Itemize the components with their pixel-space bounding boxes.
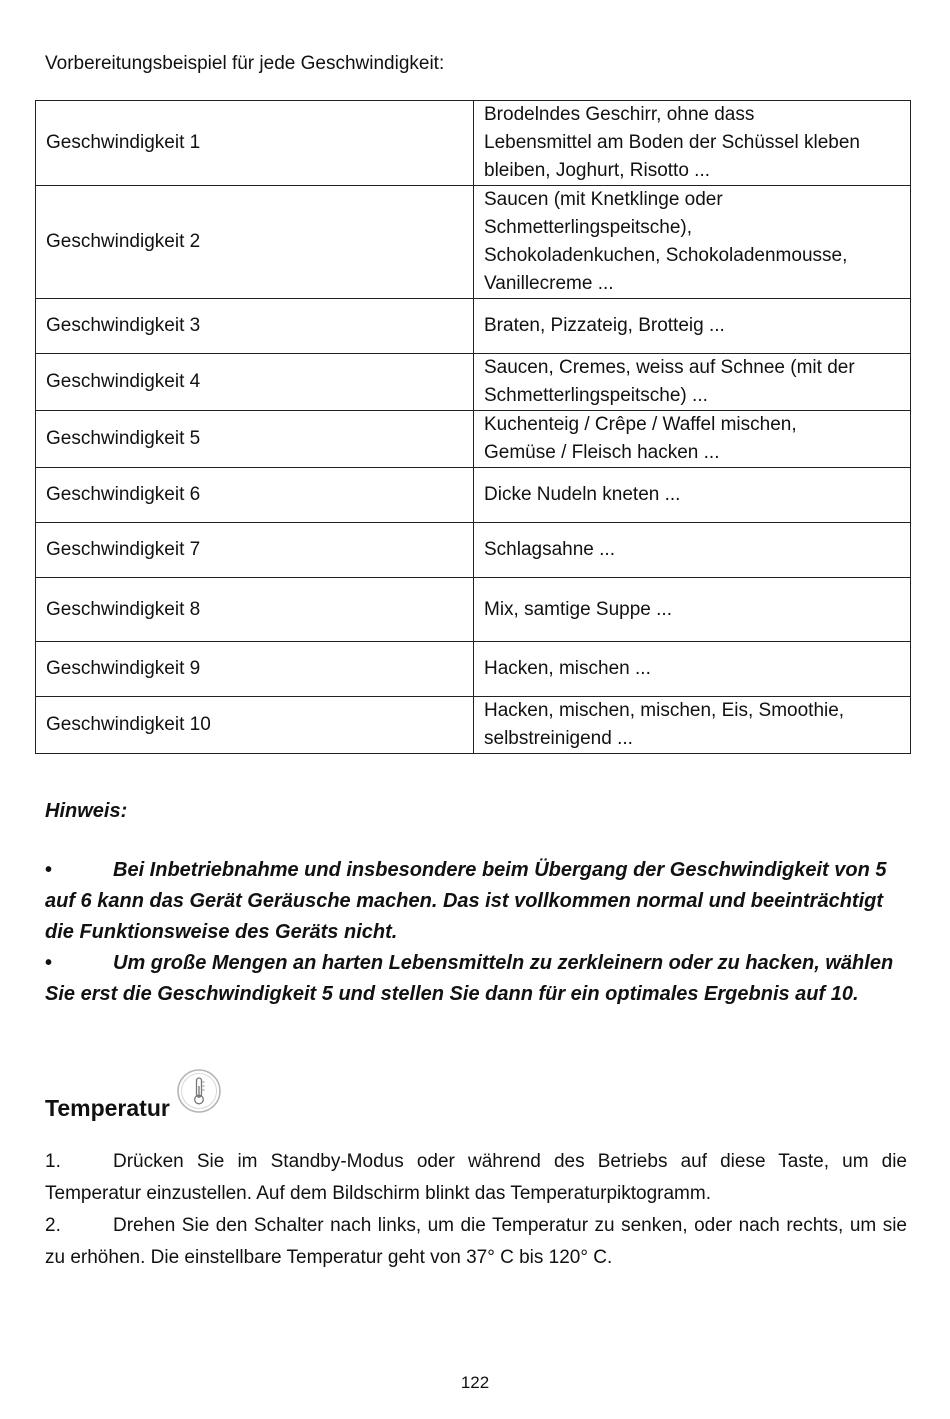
speed-label: Geschwindigkeit 3 [36, 299, 474, 354]
hinweis-notes [45, 855, 905, 1010]
usage-line: selbstreinigend ... [484, 728, 633, 749]
table-row [36, 523, 911, 578]
usage-line: Mix, samtige Suppe ... [484, 598, 672, 620]
speed-usage [474, 354, 911, 411]
usage-line: Saucen (mit Knetklinge oder [484, 189, 723, 210]
temperature-steps [45, 1146, 907, 1274]
table-row [36, 468, 911, 523]
speed-usage [474, 578, 911, 642]
table-row [36, 101, 911, 186]
table-row [36, 354, 911, 411]
usage-line: Hacken, mischen ... [484, 658, 651, 679]
usage-line: bleiben, Joghurt, Risotto ... [484, 160, 711, 181]
speed-usage [474, 101, 911, 186]
note-item [45, 948, 905, 1010]
speed-table [35, 100, 911, 754]
usage-line: Kuchenteig / Crêpe / Waffel mischen, [484, 414, 797, 435]
note-text: Bei Inbetriebnahme und insbesondere beim Übergang der Geschwindigkeit von 5 auf 6 kann das Gerät Geräusche machen. Das ist vollkommen normal und beeinträchtigt die Funktionsweise des Geräts nicht. [45, 859, 887, 943]
speed-usage [474, 299, 911, 354]
intro-text: Vorbereitungsbeispiel für jede Geschwindigkeit: [45, 53, 445, 74]
usage-line: Gemüse / Fleisch hacken ... [484, 442, 720, 463]
speed-label: Geschwindigkeit 2 [36, 186, 474, 299]
speed-usage [474, 411, 911, 468]
step-number: 2. [45, 1215, 61, 1236]
note-item [45, 855, 905, 948]
usage-line: Schmetterlingspeitsche), [484, 217, 693, 238]
speed-label: Geschwindigkeit 7 [36, 523, 474, 578]
usage-line: Lebensmittel am Boden der Schüssel kleben [484, 132, 861, 153]
usage-line: Schmetterlingspeitsche) ... [484, 385, 708, 406]
usage-line: Schokoladenkuchen, Schokoladenmousse, [484, 245, 848, 266]
speed-usage [474, 523, 911, 578]
table-row [36, 578, 911, 642]
speed-usage [474, 697, 911, 754]
usage-line: Saucen, Cremes, weiss auf Schnee (mit der [484, 357, 855, 378]
table-row [36, 299, 911, 354]
step-text: Drehen Sie den Schalter nach links, um die Temperatur zu senken, oder nach rechts, um sie zu erhöhen. Die einstellbare Temperatur geht von 37° C bis 120° C. [45, 1215, 907, 1268]
usage-line: Schlagsahne ... [484, 539, 615, 560]
step-item [45, 1146, 907, 1210]
speed-label: Geschwindigkeit 4 [36, 354, 474, 411]
table-row [36, 411, 911, 468]
speed-usage [474, 186, 911, 299]
usage-line: Hacken, mischen, mischen, Eis, Smoothie, [484, 700, 845, 721]
usage-line: Vanillecreme ... [484, 273, 614, 294]
speed-label: Geschwindigkeit 9 [36, 642, 474, 697]
usage-line: Dicke Nudeln kneten ... [484, 484, 681, 505]
step-text: Drücken Sie im Standby-Modus oder während des Betriebs auf diese Taste, um die Temperatur einzustellen. Auf dem Bildschirm blinkt das Temperaturpiktogramm. [45, 1151, 907, 1204]
table-row [36, 186, 911, 299]
step-item [45, 1210, 907, 1274]
speed-usage [474, 642, 911, 697]
bullet-icon: • [45, 859, 53, 881]
section-title: Temperatur [45, 1095, 170, 1121]
table-row [36, 642, 911, 697]
note-text: Um große Mengen an harten Lebensmitteln zu zerkleinern oder zu hacken, wählen Sie erst die Geschwindigkeit 5 und stellen Sie dann für ein optimales Ergebnis auf 10. [45, 952, 894, 1005]
speed-label: Geschwindigkeit 6 [36, 468, 474, 523]
page-number: 122 [460, 1373, 490, 1392]
thermometer-icon [176, 1068, 222, 1114]
speed-usage [474, 468, 911, 523]
usage-line: Brodelndes Geschirr, ohne dass [484, 104, 755, 125]
step-number: 1. [45, 1151, 61, 1172]
speed-label: Geschwindigkeit 5 [36, 411, 474, 468]
hinweis-title: Hinweis: [45, 800, 128, 822]
table-row [36, 697, 911, 754]
temperature-section-header [45, 1066, 222, 1126]
speed-label: Geschwindigkeit 8 [36, 578, 474, 642]
bullet-icon: • [45, 952, 53, 974]
speed-label: Geschwindigkeit 10 [36, 697, 474, 754]
usage-line: Braten, Pizzateig, Brotteig ... [484, 315, 725, 336]
speed-label: Geschwindigkeit 1 [36, 101, 474, 186]
